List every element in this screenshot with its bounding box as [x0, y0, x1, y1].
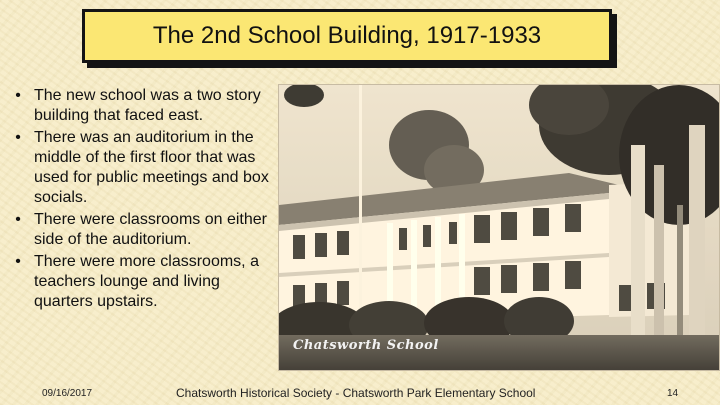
bullet-item	[15, 210, 278, 250]
photo-caption: Chatsworth School	[293, 338, 439, 353]
school-building-illustration	[279, 85, 720, 371]
bullet-list	[15, 86, 278, 314]
bullet-text: The new school was a two story building that faced east.	[34, 87, 261, 124]
footer-date: 09/16/2017	[42, 388, 93, 399]
bullet-text: There was an auditorium in the middle of the first floor that was used for public meetings and box socials.	[34, 129, 269, 206]
bullet-item	[15, 252, 278, 312]
school-building-photo	[278, 84, 720, 371]
bullet-text: There were classrooms on either side of the auditorium.	[34, 211, 267, 248]
bullet-marker: •	[15, 129, 21, 146]
slide-title: The 2nd School Building, 1917-1933	[152, 22, 542, 49]
footer-text: Chatsworth Historical Society - Chatsworth Park Elementary School	[176, 386, 536, 400]
bullet-marker: •	[15, 211, 21, 228]
bullet-text: There were more classrooms, a teachers lounge and living quarters upstairs.	[34, 253, 259, 310]
bullet-marker: •	[15, 87, 21, 104]
slide-title-box	[82, 9, 612, 63]
bullet-item	[15, 128, 278, 208]
slide-number: 14	[667, 388, 679, 399]
bullet-item	[15, 86, 278, 126]
bullet-marker: •	[15, 253, 21, 270]
